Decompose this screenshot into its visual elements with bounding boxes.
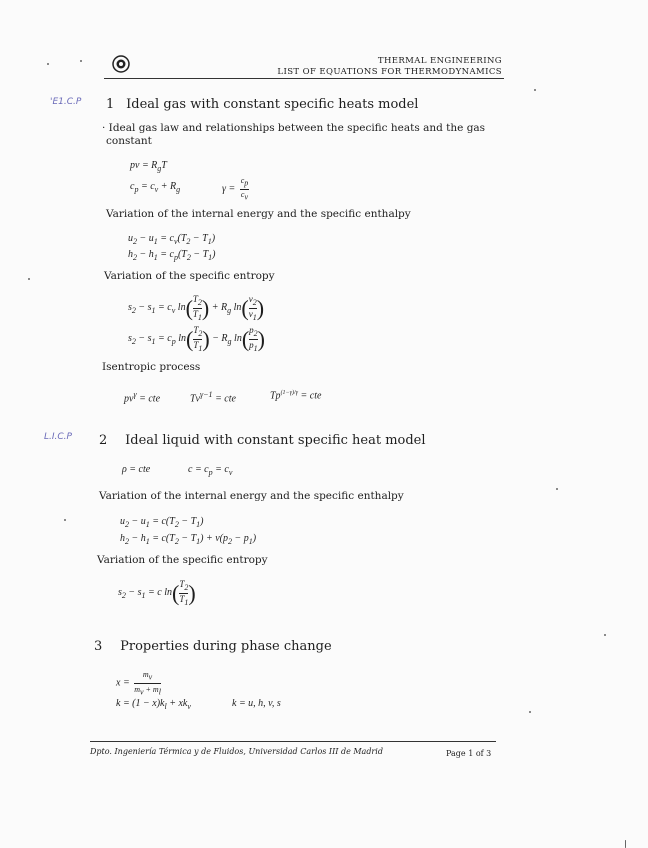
equation-gamma: γ = $\frac{c_p}{c_v}$: [222, 176, 249, 202]
equation-gas-law: pv = $R_gT$: [130, 160, 167, 173]
subheading-entropy: Variation of the specific entropy: [97, 554, 268, 566]
scan-speck: [534, 89, 536, 91]
equation-enthalpy: $h_2 - h_1 = c_p(T_2 - T_1)$: [128, 249, 216, 262]
footer-page-number: Page 1 of 3: [446, 749, 492, 758]
section-3-heading: [94, 639, 332, 654]
section-number: 1: [106, 97, 115, 112]
scan-speck: [64, 519, 66, 521]
scan-speck: [47, 63, 49, 65]
equation-liquid-internal-energy: $u_2 - u_1 = c(T_2 - T_1)$: [120, 516, 204, 529]
equation-isentropic-tp: $Tp^{(1-\gamma)/\gamma}$ = cte: [270, 390, 322, 402]
equation-entropy-temperature-volume: $s_2 - s_1 = c_v$ ln( $\frac{T_2}{T_1}$ ) + $R_g$ ln( $\frac{v_2}{v_1}$ ): [128, 294, 265, 322]
equation-specific-heats: $c_p = c_v + R_g$: [130, 181, 181, 194]
scan-speck: [80, 60, 82, 62]
section-2-heading: [99, 433, 426, 448]
equation-density-constant: ρ = cte: [122, 464, 151, 475]
header-title: THERMAL ENGINEERING: [377, 56, 502, 66]
header-rule: [104, 78, 504, 79]
scan-speck: [529, 711, 531, 713]
header-subtitle: LIST OF EQUATIONS FOR THERMODYNAMICS: [277, 67, 502, 77]
subheading-energy: Variation of the internal energy and the specific enthalpy: [106, 208, 411, 220]
subheading-energy: Variation of the internal energy and the specific enthalpy: [99, 490, 404, 502]
scan-speck: [625, 840, 626, 848]
equation-entropy-temperature-pressure: $s_2 - s_1 = c_p$ ln( $\frac{T_2}{T_1}$ ) − $R_g$ ln( $\frac{p_2}{p_1}$ ): [128, 325, 265, 353]
section-title: Ideal gas with constant specific heats model: [126, 97, 419, 112]
university-logo-icon: [112, 55, 130, 73]
equation-isentropic-tv: $Tv^{\gamma-1}$ = cte: [190, 390, 236, 405]
equation-liquid-enthalpy: $h_2 - h_1 = c(T_2 - T_1) + v(p_2 - p_1)$: [120, 533, 257, 546]
equation-liquid-entropy: $s_2 - s_1 = c$ ln( $\frac{T_2}{T_1}$ ): [118, 579, 196, 607]
section-1-heading: [106, 97, 418, 112]
scan-speck: [28, 278, 30, 280]
equation-property-mixture: $k = (1 - x)k_l + xk_v$: [116, 698, 191, 711]
section-title: Ideal liquid with constant specific heat model: [125, 433, 426, 448]
subheading-entropy: Variation of the specific entropy: [104, 270, 275, 282]
footer-rule: [90, 741, 496, 742]
subheading-isentropic: Isentropic process: [102, 361, 201, 373]
footer-institution: Dpto. Ingeniería Térmica y de Fluidos, Universidad Carlos III de Madrid: [90, 747, 383, 756]
margin-note: 'E1.C.P: [50, 97, 82, 107]
scan-speck: [604, 634, 606, 636]
equation-property-list: k = u, h, v, s: [232, 698, 281, 709]
equation-vapor-quality: x = $\frac{m_v}{m_v + m_l}$: [116, 670, 161, 697]
equation-isentropic-pv: $pv^\gamma$ = cte: [124, 390, 161, 405]
section-number: 3: [94, 639, 103, 654]
scan-speck: [556, 488, 558, 490]
margin-note: L.I.C.P: [44, 432, 72, 442]
equation-liquid-specific-heat: $c = c_p = c_v$: [188, 464, 233, 477]
intro-text: · Ideal gas law and relationships between the specific heats and the gas: [102, 122, 486, 134]
equation-internal-energy: $u_2 - u_1 = c_v(T_2 - T_1)$: [128, 233, 216, 246]
section-title: Properties during phase change: [120, 639, 332, 654]
intro-text: constant: [106, 135, 152, 147]
section-number: 2: [99, 433, 108, 448]
